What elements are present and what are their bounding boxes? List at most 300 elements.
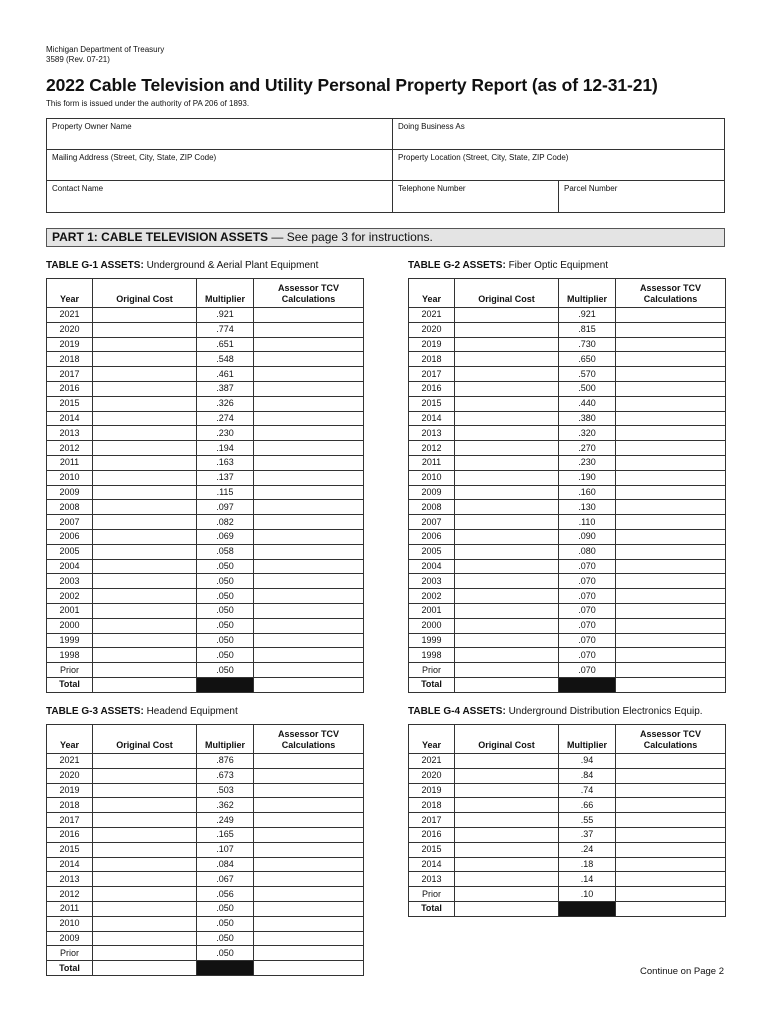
multiplier-cell: .94 [559,754,616,769]
original-cost-input[interactable] [93,485,197,500]
table-row [47,337,364,352]
assessor-tcv-input[interactable] [254,411,364,426]
multiplier-cell: .387 [197,381,254,396]
original-cost-input[interactable] [93,589,197,604]
multiplier-cell: .230 [197,426,254,441]
original-cost-input[interactable] [455,529,559,544]
table-row [47,946,364,961]
original-cost-input[interactable] [455,396,559,411]
assessor-tcv-input[interactable] [254,842,364,857]
original-cost-input[interactable] [455,754,559,769]
original-cost-input[interactable] [455,574,559,589]
assessor-tcv-input[interactable] [616,798,726,813]
multiplier-cell: .362 [197,798,254,813]
part1-banner [46,228,725,247]
dba-label: Doing Business As [398,122,465,131]
assessor-tcv-input[interactable] [254,559,364,574]
original-cost-input[interactable] [93,381,197,396]
original-cost-input[interactable] [93,322,197,337]
original-cost-input[interactable] [93,663,197,678]
table-row [409,872,726,887]
original-cost-input[interactable] [455,500,559,515]
assessor-tcv-input[interactable] [254,396,364,411]
table-row [47,857,364,872]
original-cost-input[interactable] [455,813,559,828]
assessor-tcv-input[interactable] [254,352,364,367]
assessor-tcv-input[interactable] [616,589,726,604]
original-cost-input[interactable] [455,827,559,842]
assessor-tcv-input[interactable] [616,857,726,872]
mailing-address-label: Mailing Address (Street, City, State, ZIP Code) [52,153,217,162]
original-cost-header: Original Cost [93,279,197,308]
original-cost-input[interactable] [455,633,559,648]
original-cost-input[interactable] [93,426,197,441]
multiplier-cell: .069 [197,529,254,544]
original-cost-input[interactable] [93,768,197,783]
original-cost-input[interactable] [455,367,559,382]
original-cost-input[interactable] [93,574,197,589]
original-cost-input[interactable] [455,381,559,396]
table-row [409,768,726,783]
assessor-tcv-input[interactable] [616,842,726,857]
table-row [47,367,364,382]
year-cell: 2014 [409,857,455,872]
assessor-tcv-input[interactable] [616,559,726,574]
original-cost-input[interactable] [455,308,559,323]
original-cost-input[interactable] [455,872,559,887]
multiplier-cell: .090 [559,529,616,544]
year-cell: 2009 [47,485,93,500]
multiplier-cell: .18 [559,857,616,872]
original-cost-input[interactable] [93,618,197,633]
year-cell: 2000 [47,618,93,633]
property-location-field[interactable] [392,149,725,181]
year-cell: 2014 [47,857,93,872]
assessor-tcv-input[interactable] [254,337,364,352]
year-cell: 2004 [47,559,93,574]
year-cell: 2007 [47,515,93,530]
original-cost-input[interactable] [93,754,197,769]
assessor-tcv-input[interactable] [616,367,726,382]
assessor-tcv-input[interactable] [254,574,364,589]
assessor-tcv-input[interactable] [254,857,364,872]
contact-name-field[interactable] [46,180,393,213]
total-assessor-tcv-input[interactable] [616,677,726,692]
original-cost-input[interactable] [93,367,197,382]
assessor-tcv-input[interactable] [254,529,364,544]
multiplier-cell: .500 [559,381,616,396]
table-row [47,396,364,411]
year-cell: 2019 [409,337,455,352]
year-cell: 2012 [47,441,93,456]
contact-name-label: Contact Name [52,184,104,193]
assessor-tcv-input[interactable] [616,754,726,769]
total-original-cost-input[interactable] [455,677,559,692]
assessor-tcv-input[interactable] [254,798,364,813]
assessor-tcv-input[interactable] [616,768,726,783]
original-cost-input[interactable] [455,515,559,530]
parcel-number-label: Parcel Number [564,184,618,193]
assessor-tcv-line2: Calculations [643,294,698,304]
table-row [409,367,726,382]
owner-name-label: Property Owner Name [52,122,132,131]
assessor-tcv-input[interactable] [254,455,364,470]
telephone-label: Telephone Number [398,184,466,193]
multiplier-cell: .10 [559,887,616,902]
original-cost-input[interactable] [455,857,559,872]
table-g1-desc: Underground & Aerial Plant Equipment [143,260,319,271]
table-row [47,901,364,916]
table-row [409,500,726,515]
total-multiplier-blackout [197,961,254,976]
table-g2-label: TABLE G-2 ASSETS: [408,260,506,271]
assessor-tcv-header [616,279,726,308]
parcel-number-field[interactable] [558,180,725,213]
assessor-tcv-input[interactable] [616,455,726,470]
assessor-tcv-input[interactable] [616,618,726,633]
original-cost-input[interactable] [93,544,197,559]
table-row [47,322,364,337]
assessor-tcv-input[interactable] [616,872,726,887]
assessor-tcv-input[interactable] [616,648,726,663]
assessor-tcv-input[interactable] [254,589,364,604]
year-cell: 2013 [409,872,455,887]
year-cell: 2020 [47,322,93,337]
assessor-tcv-input[interactable] [254,515,364,530]
assessor-tcv-input[interactable] [616,396,726,411]
assessor-tcv-input[interactable] [254,946,364,961]
table-row [409,618,726,633]
assessor-tcv-input[interactable] [616,603,726,618]
multiplier-cell: .050 [197,618,254,633]
table-row [47,559,364,574]
original-cost-input[interactable] [455,455,559,470]
total-assessor-tcv-input[interactable] [254,961,364,976]
multiplier-cell: .050 [197,931,254,946]
assessor-tcv-input[interactable] [616,574,726,589]
assessor-tcv-input[interactable] [254,603,364,618]
assessor-tcv-input[interactable] [616,322,726,337]
year-cell: 2015 [47,842,93,857]
assessor-tcv-input[interactable] [254,441,364,456]
assessor-tcv-input[interactable] [616,887,726,902]
assessor-tcv-input[interactable] [254,648,364,663]
multiplier-cell: .070 [559,559,616,574]
table-row [409,633,726,648]
assessor-tcv-input[interactable] [254,544,364,559]
assessor-tcv-input[interactable] [254,633,364,648]
original-cost-input[interactable] [93,529,197,544]
multiplier-cell: .270 [559,441,616,456]
owner-name-field[interactable] [46,118,393,150]
multiplier-cell: .194 [197,441,254,456]
assessor-tcv-input[interactable] [616,827,726,842]
table-row [47,813,364,828]
original-cost-input[interactable] [455,352,559,367]
original-cost-input[interactable] [93,352,197,367]
multiplier-cell: .097 [197,500,254,515]
original-cost-input[interactable] [93,946,197,961]
assessor-tcv-input[interactable] [254,322,364,337]
total-original-cost-input[interactable] [93,677,197,692]
original-cost-input[interactable] [455,411,559,426]
assessor-tcv-input[interactable] [616,352,726,367]
total-original-cost-input[interactable] [455,901,559,916]
year-cell: Prior [47,663,93,678]
multiplier-header: Multiplier [197,725,254,754]
original-cost-input[interactable] [93,633,197,648]
table-row [47,352,364,367]
assessor-tcv-input[interactable] [616,337,726,352]
table-header-row [47,725,364,754]
table-row [47,931,364,946]
assessor-tcv-input[interactable] [616,813,726,828]
multiplier-cell: .050 [197,946,254,961]
year-cell: 2009 [47,931,93,946]
assessor-tcv-input[interactable] [254,768,364,783]
multiplier-cell: .050 [197,603,254,618]
table-g2-caption [408,260,608,271]
original-cost-input[interactable] [455,322,559,337]
total-original-cost-input[interactable] [93,961,197,976]
year-cell: 2017 [47,813,93,828]
multiplier-cell: .249 [197,813,254,828]
multiplier-cell: .66 [559,798,616,813]
year-cell: 2005 [409,544,455,559]
original-cost-input[interactable] [93,798,197,813]
assessor-tcv-input[interactable] [616,441,726,456]
assessor-tcv-input[interactable] [616,485,726,500]
multiplier-cell: .74 [559,783,616,798]
multiplier-cell: .815 [559,322,616,337]
assessor-tcv-line1: Assessor TCV [277,283,340,293]
year-cell: 1998 [409,648,455,663]
table-row [47,455,364,470]
assessor-tcv-input[interactable] [616,426,726,441]
assessor-tcv-input[interactable] [254,901,364,916]
table-row [47,887,364,902]
multiplier-cell: .050 [197,574,254,589]
original-cost-input[interactable] [93,337,197,352]
multiplier-cell: .84 [559,768,616,783]
original-cost-input[interactable] [93,411,197,426]
original-cost-input[interactable] [455,337,559,352]
telephone-field[interactable] [392,180,559,213]
year-cell: 2021 [409,308,455,323]
assessor-tcv-input[interactable] [254,663,364,678]
original-cost-input[interactable] [455,589,559,604]
assessor-tcv-input[interactable] [616,783,726,798]
total-row [47,677,364,692]
assessor-tcv-input[interactable] [616,308,726,323]
original-cost-input[interactable] [93,931,197,946]
year-cell: 2009 [409,485,455,500]
table-g4 [408,724,726,917]
table-row [47,783,364,798]
total-assessor-tcv-input[interactable] [616,901,726,916]
original-cost-input[interactable] [455,544,559,559]
table-g3-caption [46,706,238,717]
total-label: Total [47,677,93,692]
multiplier-cell: .921 [559,308,616,323]
original-cost-input[interactable] [93,603,197,618]
original-cost-input[interactable] [93,648,197,663]
original-cost-input[interactable] [93,872,197,887]
assessor-tcv-input[interactable] [254,887,364,902]
original-cost-header: Original Cost [93,725,197,754]
year-cell: 2018 [409,352,455,367]
assessor-tcv-header [616,725,726,754]
total-assessor-tcv-input[interactable] [254,677,364,692]
year-cell: 2019 [47,337,93,352]
table-row [409,381,726,396]
year-cell: 2010 [47,470,93,485]
table-header-row [47,279,364,308]
table-row [47,500,364,515]
year-cell: 1999 [47,633,93,648]
assessor-tcv-input[interactable] [616,544,726,559]
multiplier-cell: .165 [197,827,254,842]
multiplier-cell: .070 [559,603,616,618]
department-header [46,45,164,65]
assessor-tcv-input[interactable] [254,426,364,441]
original-cost-input[interactable] [93,887,197,902]
total-row [409,677,726,692]
original-cost-input[interactable] [455,783,559,798]
multiplier-header: Multiplier [559,279,616,308]
multiplier-cell: .050 [197,589,254,604]
assessor-tcv-input[interactable] [616,529,726,544]
year-cell: 2005 [47,544,93,559]
table-row [47,633,364,648]
original-cost-input[interactable] [93,813,197,828]
assessor-tcv-input[interactable] [254,485,364,500]
assessor-tcv-input[interactable] [254,308,364,323]
year-cell: Prior [409,887,455,902]
table-row [47,515,364,530]
original-cost-input[interactable] [93,515,197,530]
assessor-tcv-input[interactable] [254,916,364,931]
original-cost-input[interactable] [455,485,559,500]
original-cost-input[interactable] [93,500,197,515]
multiplier-cell: .650 [559,352,616,367]
assessor-tcv-line2: Calculations [643,740,698,750]
year-cell: 2003 [409,574,455,589]
original-cost-input[interactable] [93,783,197,798]
original-cost-input[interactable] [455,426,559,441]
assessor-tcv-input[interactable] [616,500,726,515]
original-cost-input[interactable] [455,603,559,618]
table-g4-desc: Underground Distribution Electronics Equip. [505,706,703,717]
assessor-tcv-input[interactable] [616,633,726,648]
original-cost-input[interactable] [93,842,197,857]
year-cell: 2013 [47,426,93,441]
table-row [47,485,364,500]
original-cost-input[interactable] [93,441,197,456]
multiplier-cell: .274 [197,411,254,426]
assessor-tcv-input[interactable] [254,872,364,887]
assessor-tcv-input[interactable] [616,381,726,396]
original-cost-input[interactable] [93,916,197,931]
year-cell: 2007 [409,515,455,530]
original-cost-input[interactable] [93,308,197,323]
assessor-tcv-line1: Assessor TCV [639,729,702,739]
part1-note: — See page 3 for instructions. [268,230,433,244]
assessor-tcv-line1: Assessor TCV [639,283,702,293]
table-row [47,381,364,396]
table-row [409,455,726,470]
dba-field[interactable] [392,118,725,150]
year-cell: 2013 [47,872,93,887]
multiplier-cell: .050 [197,633,254,648]
original-cost-input[interactable] [93,901,197,916]
table-row [47,470,364,485]
assessor-tcv-input[interactable] [254,367,364,382]
multiplier-cell: .37 [559,827,616,842]
year-cell: 2016 [409,381,455,396]
original-cost-input[interactable] [455,663,559,678]
year-cell: 2017 [47,367,93,382]
assessor-tcv-input[interactable] [616,515,726,530]
original-cost-input[interactable] [93,827,197,842]
multiplier-cell: .55 [559,813,616,828]
assessor-tcv-input[interactable] [254,813,364,828]
original-cost-input[interactable] [93,470,197,485]
assessor-tcv-input[interactable] [254,783,364,798]
assessor-tcv-input[interactable] [254,754,364,769]
table-row [409,842,726,857]
multiplier-cell: .163 [197,455,254,470]
multiplier-cell: .570 [559,367,616,382]
assessor-tcv-input[interactable] [254,381,364,396]
year-cell: 2006 [409,529,455,544]
original-cost-input[interactable] [455,887,559,902]
table-g1 [46,278,364,693]
original-cost-input[interactable] [455,648,559,663]
original-cost-input[interactable] [93,857,197,872]
table-row [409,544,726,559]
assessor-tcv-input[interactable] [616,470,726,485]
assessor-tcv-input[interactable] [616,663,726,678]
multiplier-cell: .230 [559,455,616,470]
original-cost-input[interactable] [455,768,559,783]
table-row [47,798,364,813]
assessor-tcv-input[interactable] [254,618,364,633]
original-cost-input[interactable] [455,798,559,813]
assessor-tcv-input[interactable] [254,500,364,515]
table-row [409,470,726,485]
assessor-tcv-input[interactable] [254,827,364,842]
table-row [47,648,364,663]
year-cell: 2010 [409,470,455,485]
assessor-tcv-input[interactable] [254,470,364,485]
original-cost-input[interactable] [93,396,197,411]
original-cost-input[interactable] [455,842,559,857]
assessor-tcv-input[interactable] [254,931,364,946]
original-cost-input[interactable] [455,441,559,456]
original-cost-input[interactable] [455,559,559,574]
multiplier-cell: .876 [197,754,254,769]
original-cost-input[interactable] [455,618,559,633]
total-multiplier-blackout [559,677,616,692]
original-cost-input[interactable] [93,559,197,574]
total-row [409,901,726,916]
table-row [409,813,726,828]
mailing-address-field[interactable] [46,149,393,181]
original-cost-input[interactable] [455,470,559,485]
original-cost-input[interactable] [93,455,197,470]
assessor-tcv-input[interactable] [616,411,726,426]
